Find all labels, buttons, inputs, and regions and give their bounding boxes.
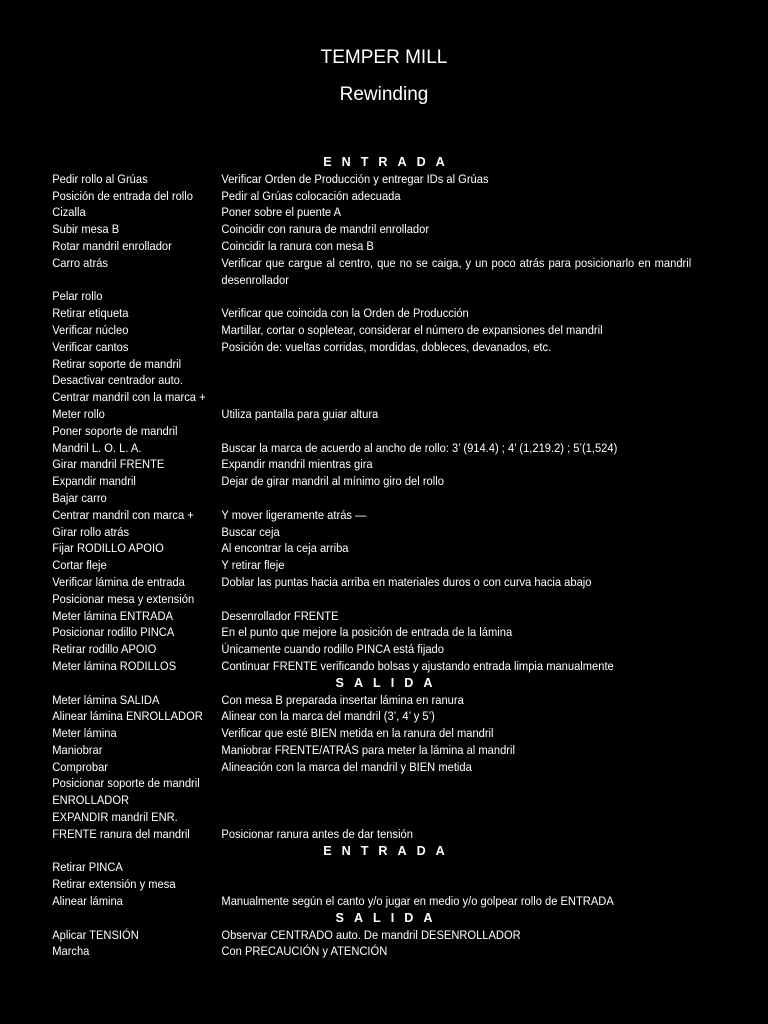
step-label: Posicionar mesa y extensión bbox=[52, 591, 195, 606]
step-instruction: En el punto que mejore la posición de entrada de la lámina bbox=[221, 625, 513, 640]
document-subtitle: Rewinding bbox=[339, 84, 429, 105]
step-instruction: Verificar que coincida con la Orden de Producción bbox=[221, 306, 469, 321]
section-header: SALIDA bbox=[335, 910, 443, 925]
procedure-row bbox=[0, 524, 691, 541]
procedure-row bbox=[0, 204, 691, 221]
step-label: Expandir mandril bbox=[52, 474, 136, 489]
procedure-row bbox=[0, 775, 691, 792]
step-label: Cizalla bbox=[52, 205, 86, 220]
step-instruction: Y mover ligeramente atrás — bbox=[221, 507, 367, 522]
procedure-row bbox=[0, 188, 691, 205]
step-label: Aplicar TENSIÓN bbox=[52, 927, 139, 942]
procedure-row bbox=[0, 389, 691, 406]
step-instruction: Al encontrar la ceja arriba bbox=[221, 541, 349, 556]
step-instruction: Con PRECAUCIÓN y ATENCIÓN bbox=[221, 944, 388, 959]
procedure-row bbox=[0, 322, 691, 339]
step-instruction: Dejar de girar mandril al mínimo giro del rollo bbox=[221, 474, 444, 489]
step-instruction bbox=[221, 288, 691, 305]
step-instruction bbox=[221, 591, 691, 608]
step-label: Mandril L. O. L. A. bbox=[52, 440, 142, 455]
procedure-row bbox=[0, 540, 691, 557]
procedure-row bbox=[0, 792, 691, 809]
procedure-row bbox=[0, 406, 691, 423]
step-label: Fijar RODILLO APOIO bbox=[52, 541, 164, 556]
step-label: Retirar PINCA bbox=[52, 860, 123, 875]
step-instruction bbox=[221, 372, 691, 389]
step-label: Comprobar bbox=[52, 759, 108, 774]
step-instruction: Continuar FRENTE verificando bolsas y ajustando entrada limpia manualmente bbox=[221, 658, 614, 673]
procedure-row bbox=[0, 708, 691, 725]
procedure-row bbox=[0, 356, 691, 373]
step-label: Rotar mandril enrollador bbox=[52, 238, 172, 253]
step-instruction bbox=[221, 775, 691, 792]
step-label: Verificar núcleo bbox=[52, 322, 129, 337]
step-label: Pelar rollo bbox=[52, 289, 103, 304]
step-label: Meter lámina bbox=[52, 726, 117, 741]
section-header: ENTRADA bbox=[323, 843, 455, 858]
section-header: ENTRADA bbox=[323, 155, 455, 169]
procedure-row bbox=[0, 608, 691, 625]
step-instruction: Y retirar fleje bbox=[221, 558, 285, 573]
procedure-row bbox=[0, 440, 691, 457]
step-instruction: Martillar, cortar o sopletear, considerar el número de expansiones del mandril bbox=[221, 322, 603, 337]
step-instruction bbox=[221, 389, 691, 406]
procedure-row bbox=[0, 305, 691, 322]
procedure-row bbox=[0, 238, 691, 255]
procedure-row bbox=[0, 624, 691, 641]
step-label: ENROLLADOR bbox=[52, 793, 130, 808]
procedure-row bbox=[0, 574, 691, 591]
procedure-row bbox=[0, 288, 691, 305]
section-header: SALIDA bbox=[335, 675, 443, 690]
procedure-row bbox=[0, 658, 691, 675]
step-instruction: Desenrollador FRENTE bbox=[221, 608, 339, 623]
step-instruction: Doblar las puntas hacia arriba en materiales duros o con curva hacia abajo bbox=[221, 574, 592, 589]
step-label: Cortar fleje bbox=[52, 558, 107, 573]
procedure-row bbox=[0, 725, 691, 742]
procedure-row bbox=[0, 591, 691, 608]
step-label: Retirar etiqueta bbox=[52, 306, 129, 321]
step-label: Meter lámina ENTRADA bbox=[52, 608, 174, 623]
step-label: Meter rollo bbox=[52, 406, 105, 421]
step-instruction: Alinear con la marca del mandril (3’, 4’ y 5’) bbox=[221, 709, 435, 724]
step-label: Carro atrás bbox=[52, 255, 108, 270]
step-instruction: Verificar Orden de Producción y entregar IDs al Grúas bbox=[221, 171, 489, 186]
step-label: Pedir rollo al Grúas bbox=[52, 171, 148, 186]
procedure-row bbox=[0, 692, 691, 709]
step-label: Meter lámina RODILLOS bbox=[52, 658, 177, 673]
step-instruction: Buscar ceja bbox=[221, 524, 280, 539]
procedure-row bbox=[0, 557, 691, 574]
step-label: Retirar rodillo APOIO bbox=[52, 642, 157, 657]
step-label: Meter lámina SALIDA bbox=[52, 692, 160, 707]
procedure-row bbox=[0, 339, 691, 356]
step-instruction: Posición de: vueltas corridas, mordidas, dobleces, devanados, etc. bbox=[221, 339, 552, 354]
procedure-row bbox=[0, 893, 691, 910]
step-label: Desactivar centrador auto. bbox=[52, 373, 183, 388]
step-label: EXPANDIR mandril ENR. bbox=[52, 810, 178, 825]
step-label: Posición de entrada del rollo bbox=[52, 188, 193, 203]
step-instruction bbox=[221, 423, 691, 440]
step-instruction: Utiliza pantalla para guiar altura bbox=[221, 406, 379, 421]
procedure-row bbox=[0, 490, 691, 507]
procedure-row bbox=[0, 859, 691, 876]
procedure-row bbox=[0, 171, 691, 188]
procedure-row bbox=[0, 742, 691, 759]
step-instruction bbox=[221, 876, 691, 893]
step-instruction: Coincidir con ranura de mandril enrollador bbox=[221, 222, 430, 237]
procedure-row bbox=[0, 826, 691, 843]
step-label: Maniobrar bbox=[52, 742, 103, 757]
step-label: Subir mesa B bbox=[52, 222, 120, 237]
step-instruction: Únicamente cuando rodillo PINCA está fijado bbox=[221, 642, 444, 657]
procedure-row bbox=[0, 641, 691, 658]
step-label: Girar mandril FRENTE bbox=[52, 457, 165, 472]
procedure-row bbox=[0, 876, 691, 893]
step-label: Alinear lámina bbox=[52, 894, 123, 909]
step-instruction bbox=[221, 490, 691, 507]
step-instruction: Con mesa B preparada insertar lámina en ranura bbox=[221, 692, 464, 707]
procedure-row bbox=[0, 759, 691, 776]
step-label: Girar rollo atrás bbox=[52, 524, 130, 539]
step-instruction: Alineación con la marca del mandril y BIEN metida bbox=[221, 759, 472, 774]
step-label: Marcha bbox=[52, 944, 90, 959]
document-title: TEMPER MILL bbox=[320, 47, 448, 68]
step-label: Bajar carro bbox=[52, 490, 107, 505]
step-label: Verificar cantos bbox=[52, 339, 129, 354]
step-instruction: Buscar la marca de acuerdo al ancho de rollo: 3’ (914.4) ; 4’ (1,219.2) ; 5’(1,524) bbox=[221, 440, 618, 455]
step-instruction bbox=[221, 792, 691, 809]
procedure-row bbox=[0, 809, 691, 826]
step-instruction: Observar CENTRADO auto. De mandril DESENROLLADOR bbox=[221, 927, 521, 942]
procedure-row bbox=[0, 927, 691, 944]
step-label: Poner soporte de mandril bbox=[52, 423, 178, 438]
step-label: Centrar mandril con marca + bbox=[52, 507, 194, 522]
step-instruction: Expandir mandril mientras gira bbox=[221, 457, 373, 472]
step-instruction bbox=[221, 356, 691, 373]
step-label: Posicionar rodillo PINCA bbox=[52, 625, 175, 640]
procedure-row bbox=[0, 456, 691, 473]
procedure-row bbox=[0, 221, 691, 238]
procedure-row bbox=[0, 423, 691, 440]
procedure-row bbox=[0, 255, 691, 289]
step-label: Alinear lámina ENROLLADOR bbox=[52, 709, 203, 724]
procedure-row bbox=[0, 507, 691, 524]
step-label: Centrar mandril con la marca + bbox=[52, 390, 206, 405]
procedure-row bbox=[0, 372, 691, 389]
procedure-row bbox=[0, 943, 691, 960]
step-instruction: Pedir al Grúas colocación adecuada bbox=[221, 188, 401, 203]
step-instruction bbox=[221, 859, 691, 876]
step-label: Verificar lámina de entrada bbox=[52, 574, 185, 589]
step-instruction: Verificar que cargue al centro, que no se caiga, y un poco atrás para posicionarlo en mandril desenrollador bbox=[221, 255, 692, 287]
step-instruction: Manualmente según el canto y/o jugar en medio y/o golpear rollo de ENTRADA bbox=[221, 894, 614, 909]
step-instruction: Posicionar ranura antes de dar tensión bbox=[221, 826, 413, 841]
step-label: FRENTE ranura del mandril bbox=[52, 826, 190, 841]
step-instruction: Poner sobre el puente A bbox=[221, 205, 342, 220]
step-instruction: Coincidir la ranura con mesa B bbox=[221, 238, 374, 253]
procedure-row bbox=[0, 473, 691, 490]
step-instruction bbox=[221, 809, 691, 826]
step-instruction: Maniobrar FRENTE/ATRÁS para meter la lámina al mandril bbox=[221, 742, 515, 757]
step-label: Posicionar soporte de mandril bbox=[52, 776, 200, 791]
procedure-list bbox=[0, 154, 768, 960]
step-label: Retirar soporte de mandril bbox=[52, 356, 182, 371]
step-instruction: Verificar que esté BIEN metida en la ranura del mandril bbox=[221, 726, 494, 741]
step-label: Retirar extensión y mesa bbox=[52, 877, 176, 892]
